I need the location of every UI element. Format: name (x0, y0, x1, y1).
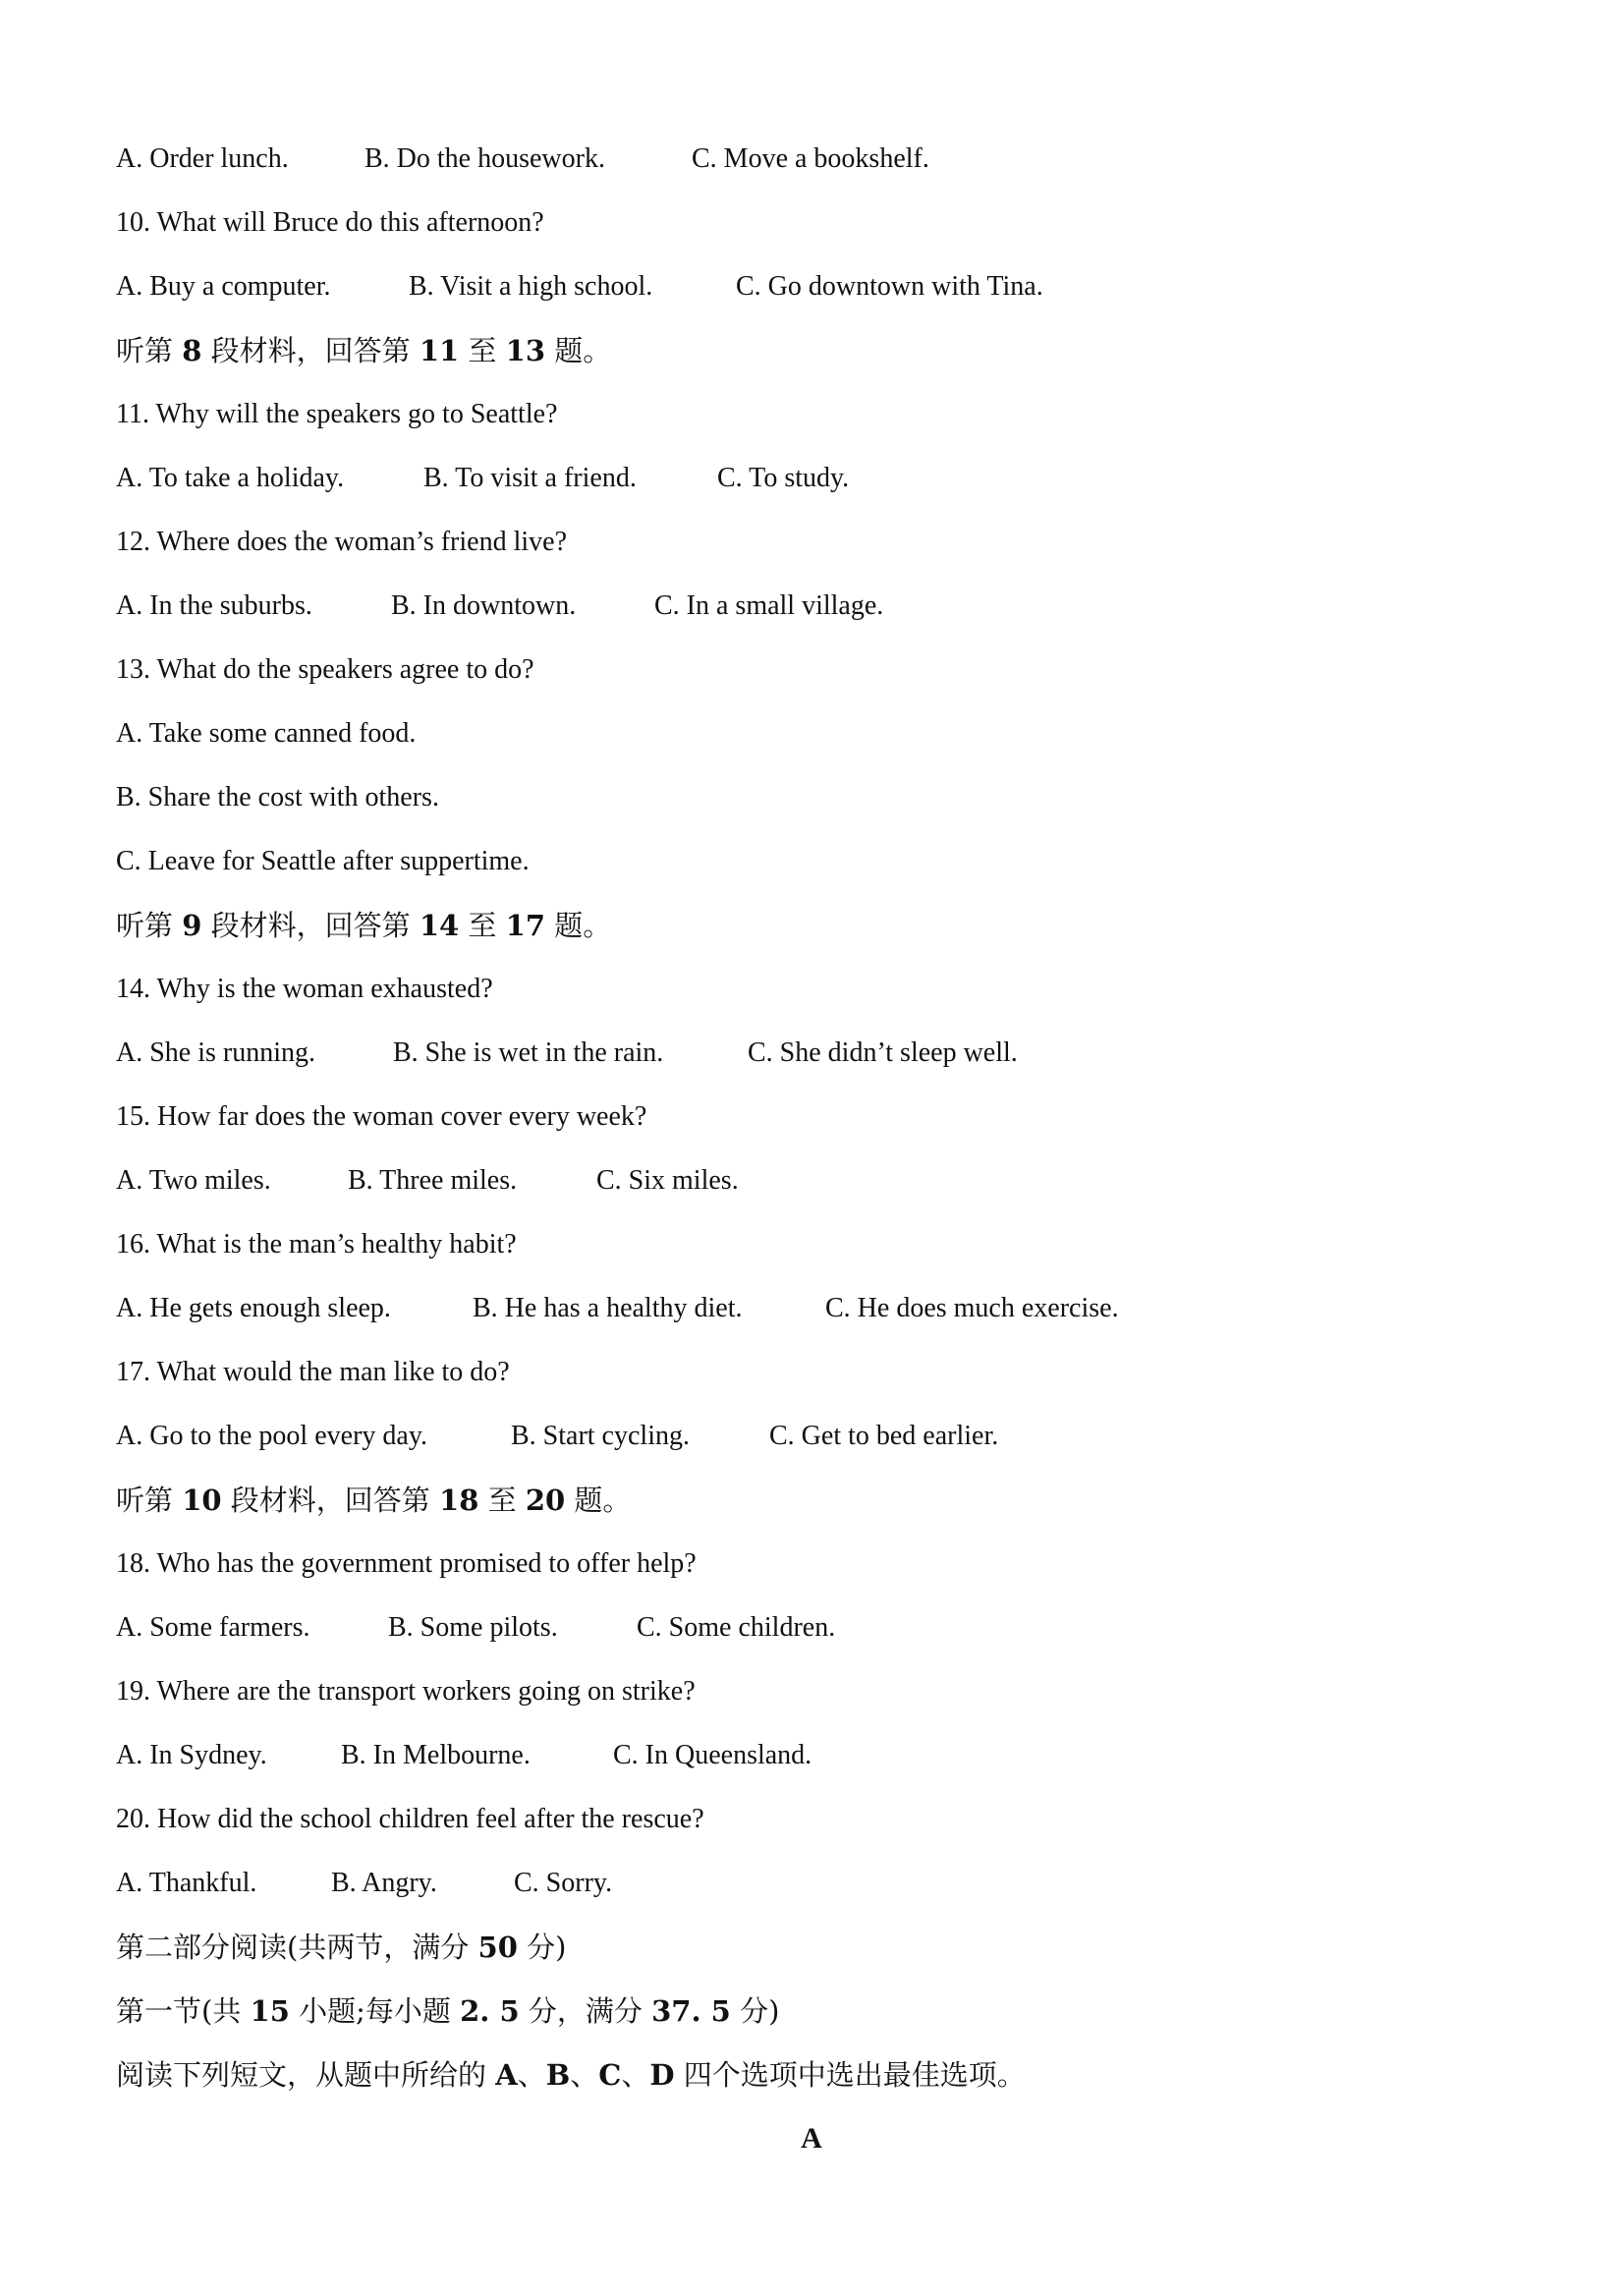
heading-text: 段材料，回答第 (201, 334, 420, 367)
question-text: 20. How did the school children feel after the rescue? (116, 1804, 704, 1834)
question-text: 19. Where are the transport workers going on strike? (116, 1676, 696, 1707)
heading-text: 阅读下列短文，从题中所给的 (116, 2058, 496, 2092)
answer-option: C. She didn’t sleep well. (748, 1037, 1018, 1068)
heading-text: 分) (517, 1931, 567, 1964)
answer-option: C. Some children. (637, 1612, 836, 1643)
heading-text: 、 (570, 2058, 599, 2092)
section-heading (116, 2058, 1026, 2092)
answer-option: B. Three miles. (348, 1165, 518, 1196)
answer-option: A. He gets enough sleep. (116, 1293, 391, 1323)
answer-option: A. Order lunch. (116, 143, 289, 174)
section-heading (116, 1931, 566, 1964)
answer-option: A. Thankful. (116, 1868, 257, 1898)
question-text: 13. What do the speakers agree to do? (116, 654, 534, 685)
heading-number: 18 (439, 1484, 479, 1517)
heading-number: 17 (505, 909, 545, 942)
heading-text: 四个选项中选出最佳选项。 (674, 2058, 1026, 2092)
heading-text: 段材料，回答第 (201, 909, 420, 942)
heading-text: 小题;每小题 (289, 1994, 461, 2028)
heading-number: 37. 5 (651, 1994, 731, 2028)
answer-option: B. Do the housework. (364, 143, 605, 174)
answer-option: B. To visit a friend. (423, 463, 637, 493)
heading-text: 至 (459, 334, 506, 367)
heading-number: A (495, 2058, 518, 2092)
heading-number: 9 (182, 909, 202, 942)
answer-option: C. In Queensland. (613, 1740, 812, 1770)
answer-option: C. Go downtown with Tina. (736, 271, 1043, 302)
answer-option: B. Start cycling. (511, 1421, 690, 1451)
question-text: 15. How far does the woman cover every week? (116, 1101, 647, 1132)
heading-text: 分) (730, 1994, 780, 2028)
heading-text: 听第 (116, 1484, 183, 1517)
answer-option: A. Two miles. (116, 1165, 271, 1196)
question-text: 17. What would the man like to do? (116, 1357, 510, 1387)
heading-text: 至 (459, 909, 506, 942)
heading-number: 2. 5 (460, 1994, 520, 2028)
heading-number: B (545, 2058, 571, 2092)
question-text: 12. Where does the woman’s friend live? (116, 527, 568, 557)
answer-option: B. He has a healthy diet. (473, 1293, 743, 1323)
answer-option: A. She is running. (116, 1037, 315, 1068)
answer-option: A. Go to the pool every day. (116, 1421, 427, 1451)
question-text: B. Share the cost with others. (116, 782, 439, 812)
section-heading (116, 334, 611, 367)
heading-text: 听第 (116, 909, 183, 942)
answer-option: C. He does much exercise. (825, 1293, 1119, 1323)
heading-text: 、 (621, 2058, 650, 2092)
heading-number: 13 (505, 334, 545, 367)
heading-text: 分，满分 (519, 1994, 652, 2028)
answer-option: C. To study. (717, 463, 850, 493)
heading-number: 10 (182, 1484, 222, 1517)
question-text: 14. Why is the woman exhausted? (116, 974, 493, 1004)
heading-number: C (598, 2058, 622, 2092)
heading-text: 题。 (545, 909, 612, 942)
answer-option: C. Move a bookshelf. (692, 143, 929, 174)
heading-number: 11 (419, 334, 460, 367)
answer-option: B. Some pilots. (388, 1612, 558, 1643)
heading-text: 听第 (116, 334, 183, 367)
answer-option: C. In a small village. (654, 590, 884, 621)
heading-number: 50 (477, 1931, 518, 1964)
answer-option: A. To take a holiday. (116, 463, 345, 493)
answer-option: B. Angry. (331, 1868, 437, 1898)
question-text: 10. What will Bruce do this afternoon? (116, 207, 544, 238)
answer-option: A. Some farmers. (116, 1612, 310, 1643)
question-text: A. Take some canned food. (116, 718, 417, 749)
heading-text: 、 (517, 2058, 546, 2092)
answer-option: A. Buy a computer. (116, 271, 331, 302)
heading-number: 15 (250, 1994, 290, 2028)
answer-option: C. Six miles. (596, 1165, 739, 1196)
section-heading (116, 1484, 631, 1517)
question-text: C. Leave for Seattle after suppertime. (116, 846, 530, 876)
answer-option: A. In the suburbs. (116, 590, 312, 621)
heading-text: 段材料，回答第 (221, 1484, 440, 1517)
heading-number: 8 (182, 334, 202, 367)
heading-text: 题。 (545, 334, 612, 367)
heading-number: D (649, 2058, 675, 2092)
heading-text: 题。 (565, 1484, 632, 1517)
question-text: 18. Who has the government promised to offer help? (116, 1548, 697, 1579)
answer-option: B. In Melbourne. (341, 1740, 531, 1770)
answer-option: B. In downtown. (391, 590, 577, 621)
answer-option: C. Get to bed earlier. (769, 1421, 999, 1451)
heading-text: 第一节(共 (116, 1994, 251, 2028)
section-heading (116, 909, 611, 942)
answer-option: B. Visit a high school. (409, 271, 653, 302)
heading-number: 20 (525, 1484, 566, 1517)
answer-option: A. In Sydney. (116, 1740, 267, 1770)
passage-label: A (801, 2122, 822, 2155)
heading-number: 14 (419, 909, 460, 942)
answer-option: C. Sorry. (514, 1868, 613, 1898)
heading-text: 第二部分阅读(共两节，满分 (116, 1931, 478, 1964)
answer-option: B. She is wet in the rain. (393, 1037, 664, 1068)
question-text: 11. Why will the speakers go to Seattle? (116, 399, 558, 429)
section-heading (116, 1994, 779, 2028)
heading-text: 至 (478, 1484, 526, 1517)
question-text: 16. What is the man’s healthy habit? (116, 1229, 517, 1260)
